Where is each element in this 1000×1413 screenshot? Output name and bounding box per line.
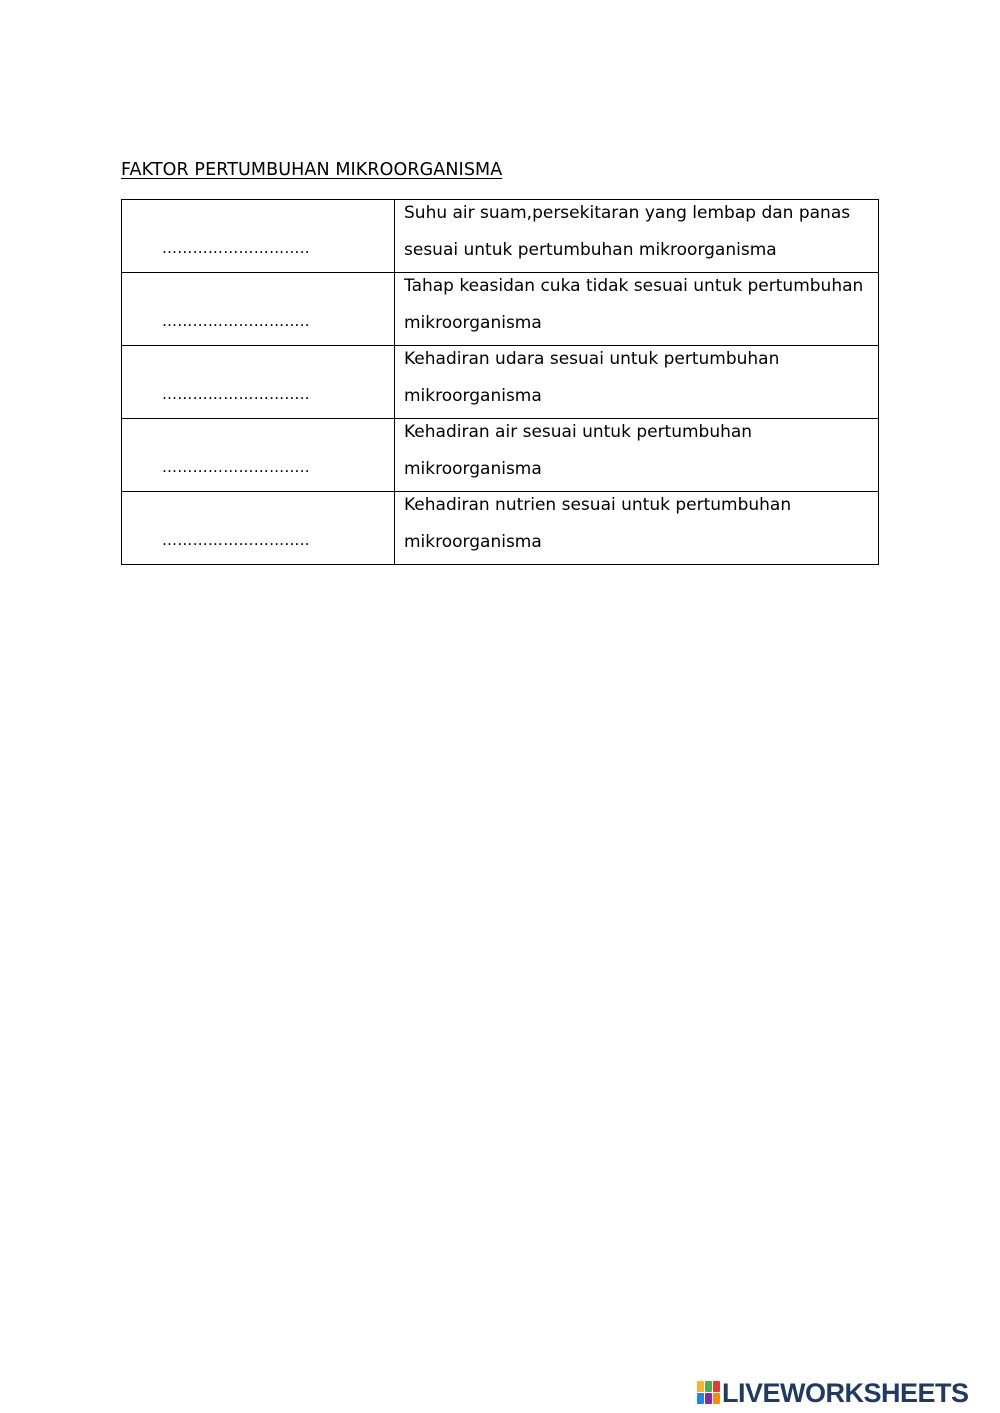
liveworksheets-logo-icon [697,1381,719,1405]
answer-blank-cell[interactable] [122,273,395,346]
table-row [122,273,879,346]
answer-blank-cell[interactable] [122,346,395,419]
answer-blank-cell[interactable] [122,419,395,492]
factor-description: Kehadiran udara sesuai untuk pertumbuhan mikroorganisma [404,349,780,406]
answer-blank-cell[interactable] [122,492,395,565]
factors-table [121,199,879,565]
answer-blank[interactable]: ……………………….. [162,385,310,403]
liveworksheets-logo [697,1378,969,1408]
table-row [122,492,879,565]
factor-description: Kehadiran nutrien sesuai untuk pertumbuhan mikroorganisma [404,495,792,552]
description-cell [395,200,879,273]
table-row [122,419,879,492]
factor-description: Tahap keasidan cuka tidak sesuai untuk pertumbuhan mikroorganisma [404,276,864,333]
table-row [122,200,879,273]
description-cell [395,419,879,492]
answer-blank[interactable]: ……………………….. [162,458,310,476]
description-cell [395,273,879,346]
brand-name: LIVEWORKSHEETS [722,1377,969,1408]
description-cell [395,346,879,419]
factor-description: Kehadiran air sesuai untuk pertumbuhan mikroorganisma [404,422,753,479]
answer-blank[interactable]: ……………………….. [162,531,310,549]
table-row [122,346,879,419]
answer-blank[interactable]: ……………………….. [162,312,310,330]
answer-blank[interactable]: ……………………….. [162,239,310,257]
answer-blank-cell[interactable] [122,200,395,273]
worksheet-title: FAKTOR PERTUMBUHAN MIKROORGANISMA [121,160,503,180]
description-cell [395,492,879,565]
factor-description: Suhu air suam,persekitaran yang lembap dan panas sesuai untuk pertumbuhan mikroorganisma [404,203,851,260]
